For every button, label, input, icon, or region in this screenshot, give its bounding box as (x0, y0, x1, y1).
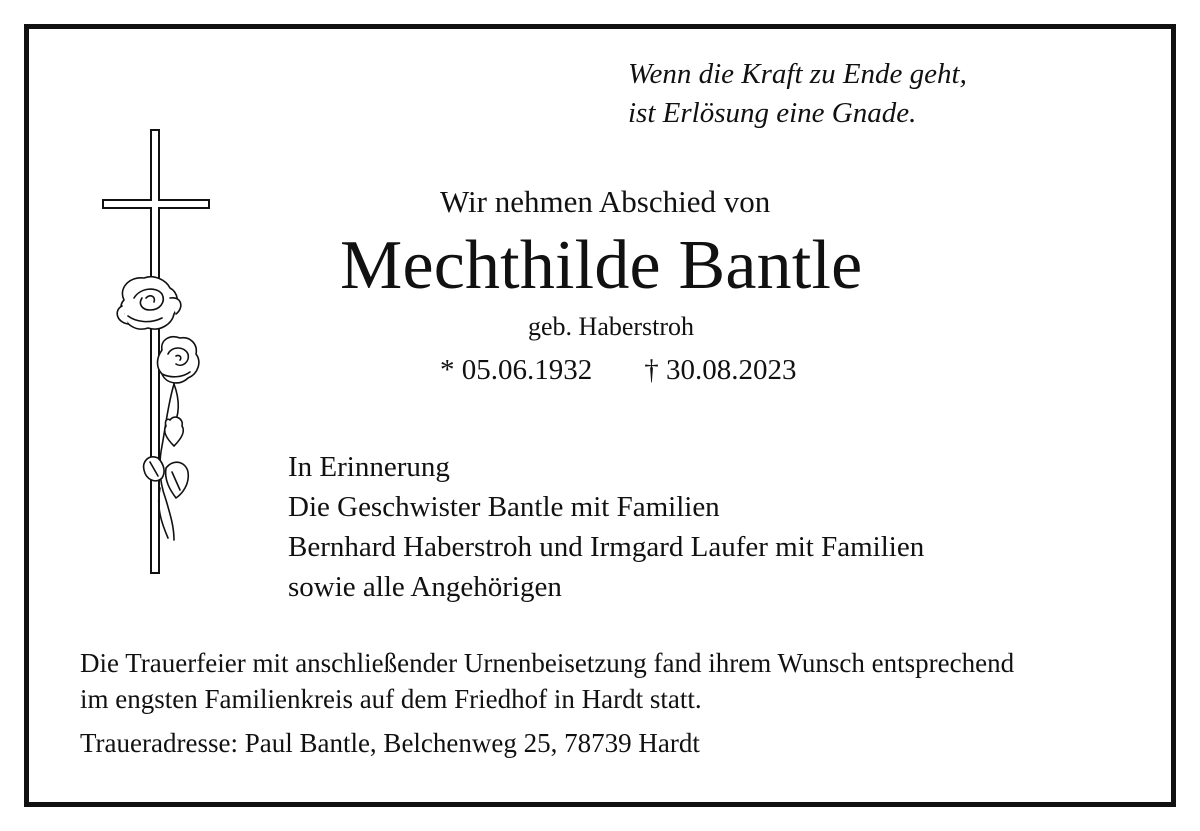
cross-with-roses-icon (100, 128, 212, 578)
ceremony-notice (80, 645, 1014, 717)
death-date: † 30.08.2023 (644, 354, 797, 386)
deceased-name: Mechthilde Bantle (340, 227, 863, 304)
mourning-address: Traueradresse: Paul Bantle, Belchenweg 25, 78739 Hardt (80, 728, 700, 758)
mourners-list (288, 447, 924, 607)
mourners-line-4: sowie alle Angehörigen (288, 571, 562, 603)
mourners-line-2: Die Geschwister Bantle mit Familien (288, 491, 720, 523)
birth-date: * 05.06.1932 (440, 354, 593, 386)
motto-quote (628, 55, 967, 133)
maiden-name: geb. Haberstroh (528, 312, 695, 341)
motto-line-2: ist Erlösung eine Gnade. (628, 97, 917, 129)
mourners-line-1: In Erinnerung (288, 451, 450, 483)
notice-line-2: im engsten Familienkreis auf dem Friedhof in Hardt statt. (80, 684, 702, 714)
motto-line-1: Wenn die Kraft zu Ende geht, (628, 58, 967, 90)
farewell-headline: Wir nehmen Abschied von (440, 184, 771, 219)
mourners-line-3: Bernhard Haberstroh und Irmgard Laufer mit Familien (288, 531, 925, 563)
life-dates (440, 354, 797, 387)
notice-line-1: Die Trauerfeier mit anschließender Urnenbeisetzung fand ihrem Wunsch entsprechend (80, 648, 1015, 678)
